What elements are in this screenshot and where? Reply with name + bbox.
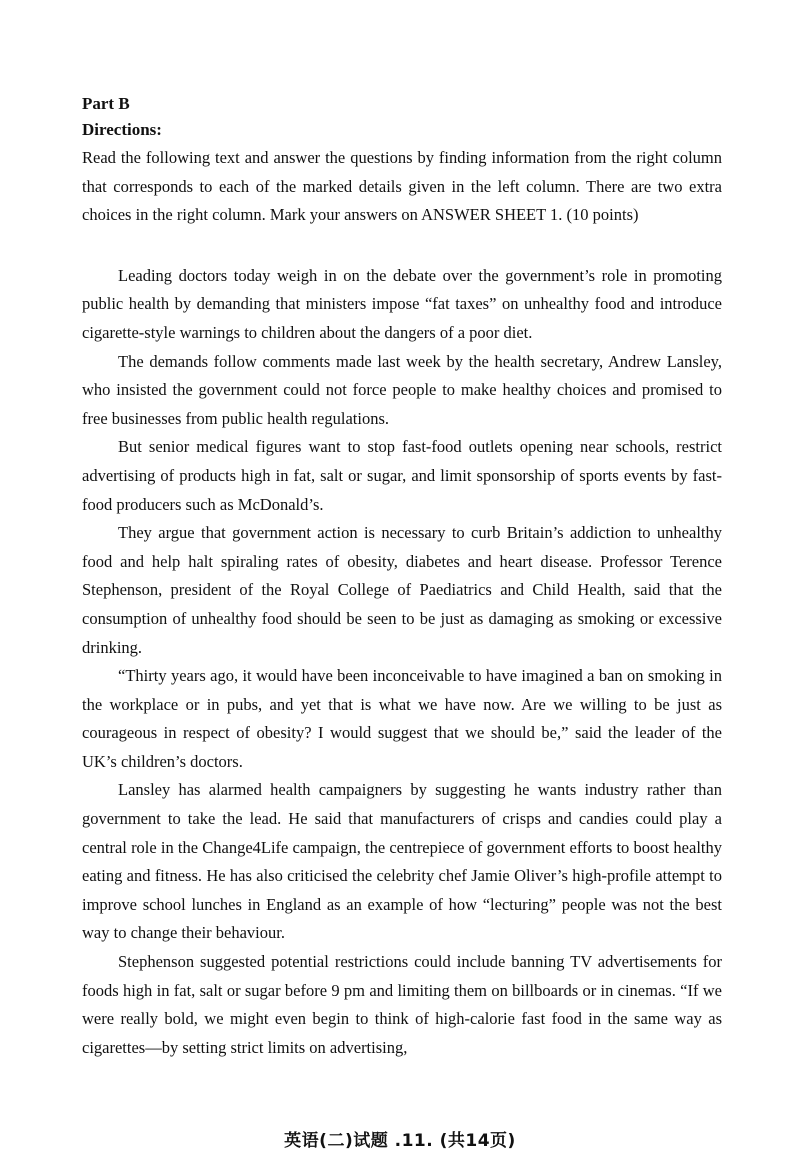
- part-title: Part B: [82, 94, 130, 113]
- directions-title: Directions:: [82, 120, 162, 139]
- exam-page: [82, 92, 722, 1062]
- passage-paragraph: “Thirty years ago, it would have been inconceivable to have imagined a ban on smoking in the workplace or in pubs, and yet that is what we have now. Are we willing to be just as courageous in respect of obesity? I would suggest that we should be,” said the leader of the UK’s children’s doctors.: [82, 666, 722, 771]
- directions-text: Read the following text and answer the questions by finding information from the right column that corresponds to each of the marked details given in the left column. There are two extra choices in the right column. Mark your answers on ANSWER SHEET 1. (10 points): [82, 148, 722, 225]
- page-footer: 英语(二)试题 .11. (共14页): [284, 1131, 516, 1151]
- passage-paragraph: The demands follow comments made last week by the health secretary, Andrew Lansley, who insisted the government could not force people to make healthy choices and promised to free businesses from public health regulations.: [82, 351, 722, 428]
- passage-paragraph: But senior medical figures want to stop fast-food outlets opening near schools, restrict advertising of products high in fat, salt or sugar, and limit sponsorship of sports events by fast-food producers such as McDonald’s.: [82, 437, 722, 514]
- passage-paragraph: Lansley has alarmed health campaigners by suggesting he wants industry rather than government to take the lead. He said that manufacturers of crisps and candies could play a central role in the Change4Life campaign, the centrepiece of government efforts to boost healthy eating and fitness. He has also criticised the celebrity chef Jamie Oliver’s high-profile attempt to improve school lunches in England as an example of how “lecturing” people was not the best way to change their behaviour.: [82, 780, 722, 943]
- reading-passage: [82, 262, 722, 1063]
- passage-paragraph: Leading doctors today weigh in on the debate over the government’s role in promoting public health by demanding that ministers impose “fat taxes” on unhealthy food and introduce cigarette-style warnings to children about the dangers of a poor diet.: [82, 265, 722, 342]
- passage-paragraph: They argue that government action is necessary to curb Britain’s addiction to unhealthy food and help halt spiraling rates of obesity, diabetes and heart disease. Professor Terence Stephenson, president of the Royal College of Paediatrics and Child Health, said that the consumption of unhealthy food should be seen to be just as damaging as smoking or excessive drinking.: [82, 523, 722, 657]
- passage-paragraph: Stephenson suggested potential restrictions could include banning TV advertisements for foods high in fat, salt or sugar before 9 pm and limiting them on billboards or in cinemas. “If we were really bold, we might even begin to think of high-calorie fast food in the same way as cigarettes—by setting strict limits on advertising,: [82, 952, 722, 1057]
